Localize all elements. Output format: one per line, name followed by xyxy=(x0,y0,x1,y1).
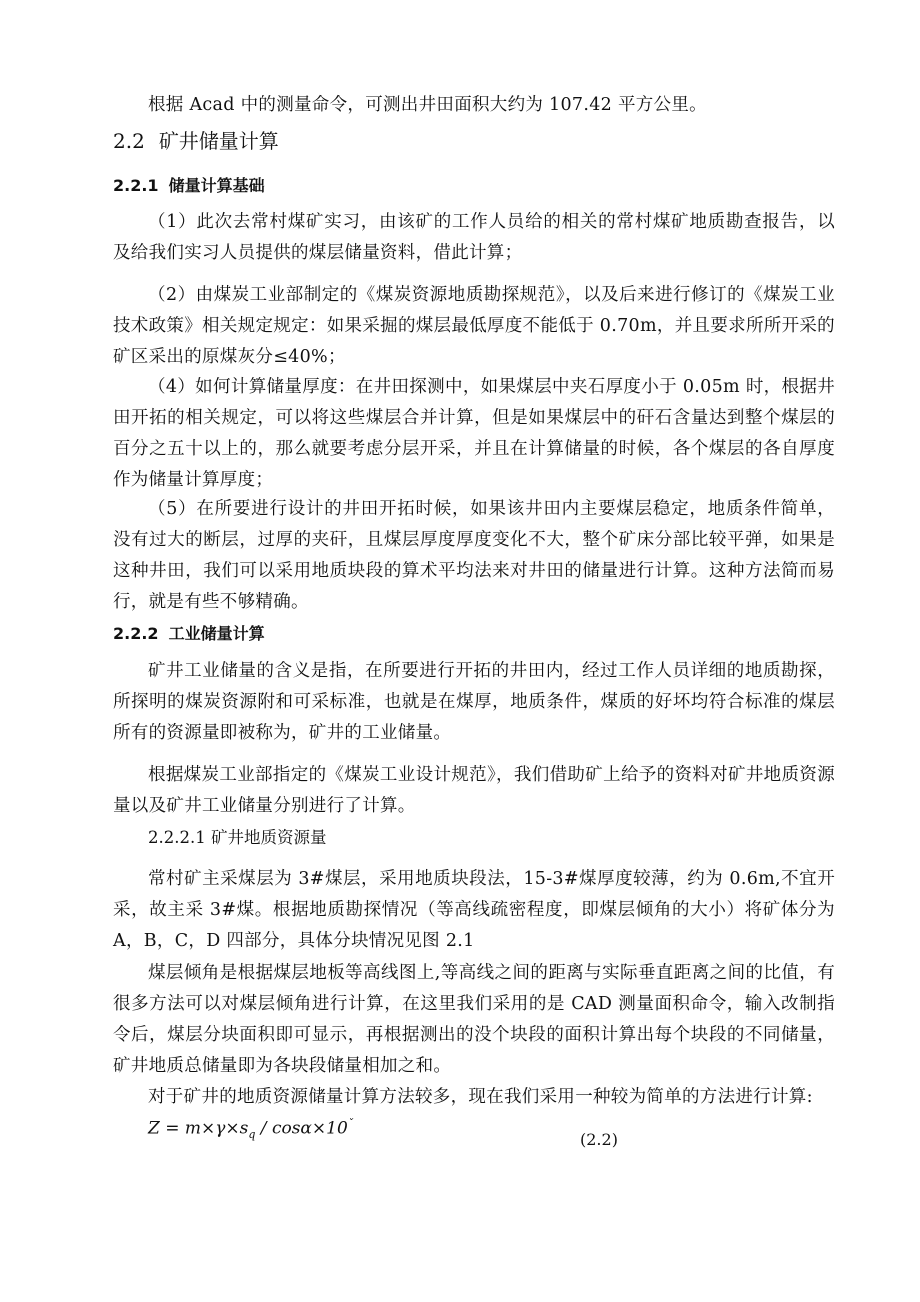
paragraph-geological-reserve-1: 常村矿主采煤层为 3#煤层，采用地质块段法，15-3#煤厚度较薄，约为 0.6m,不宜开采，故主采 3#煤。根据地质勘探情况（等高线疏密程度，即煤层倾角的大小）将矿体分为 A，B，C，D 四部分，具体分块情况见图 2.1 xyxy=(113,869,835,951)
subsection-title: 工业储量计算 xyxy=(168,624,265,643)
paragraph-geological-reserve-3: 对于矿井的地质资源储量计算方法较多，现在我们采用一种较为简单的方法进行计算: xyxy=(148,1087,813,1107)
paragraph-item-5: （5）在所要进行设计的井田开拓时候，如果该井田内主要煤层稳定，地质条件简单，没有过大的断层，过厚的夹矸，且煤层厚度厚度变化不大，整个矿床分部比较平弹，如果是这种井田，我们可以采用地质块段的算术平均法来对井田的储量进行计算。这种方法简而易行，就是有些不够精确。 xyxy=(113,499,835,612)
paragraph-industrial-reserve-basis: 根据煤炭工业部指定的《煤炭工业设计规范》，我们借助矿上给予的资料对矿井地质资源量以及矿井工业储量分别进行了计算。 xyxy=(113,765,835,816)
subsection-number: 2.2.1 xyxy=(113,176,159,195)
paragraph-item-2: （2）由煤炭工业部制定的《煤炭资源地质勘探规范》，以及后来进行修订的《煤炭工业技术政策》相关规定规定：如果采掘的煤层最低厚度不能低于 0.70m，并且要求所所开采的矿区采出的原煤灰分≤40%； xyxy=(113,285,835,367)
formula-expression: Z = m×γ×s xyxy=(148,1118,249,1139)
formula-subscript: q xyxy=(248,1128,256,1142)
subsection-number: 2.2.2 xyxy=(113,624,159,643)
subsection-heading-2-2-2 xyxy=(113,620,265,648)
paragraph-geological-reserve-2: 煤层倾角是根据煤层地板等高线图上,等高线之间的距离与实际垂直距离之间的比值，有很多方法可以对煤层倾角进行计算，在这里我们采用的是 CAD 测量面积命令，输入改制指令后，煤层分块面积即可显示，再根据测出的没个块段的面积计算出每个块段的不同储量，矿井地质总储量即为各块段储量相加之和。 xyxy=(113,963,835,1076)
paragraph-item-1: （1）此次去常村煤矿实习，由该矿的工作人员给的相关的常村煤矿地质勘查报告，以及给我们实习人员提供的煤层储量资料，借此计算； xyxy=(113,212,835,263)
paragraph-item-4: （4）如何计算储量厚度：在井田探测中，如果煤层中夹石厚度小于 0.05m 时，根据井田开拓的相关规定，可以将这些煤层合并计算，但是如果煤层中的矸石含量达到整个煤层的百分之五十以上的，那么就要考虑分层开采，并且在计算储量的时候，各个煤层的各自厚度作为储量计算厚度； xyxy=(113,377,835,490)
section-number: 2.2 xyxy=(113,129,145,153)
subsubsection-heading-2-2-2-1: 2.2.2.1 矿井地质资源量 xyxy=(148,828,327,847)
subsection-heading-2-2-1 xyxy=(113,172,265,200)
formula-rest: / cosα×10 xyxy=(255,1118,348,1139)
formula-2-2 xyxy=(148,1111,353,1148)
section-title: 矿井储量计算 xyxy=(158,129,279,153)
equation-number: (2.2) xyxy=(580,1130,618,1149)
section-heading-2-2 xyxy=(113,126,279,156)
formula-exponent: ˇ xyxy=(347,1117,354,1130)
paragraph-industrial-reserve-definition: 矿井工业储量的含义是指，在所要进行开拓的井田内，经过工作人员详细的地质勘探，所探明的煤炭资源附和可采标准，也就是在煤厚，地质条件，煤质的好坏均符合标准的煤层所有的资源量即被称为，矿井的工业储量。 xyxy=(113,661,835,743)
subsection-title: 储量计算基础 xyxy=(168,176,265,195)
paragraph-area: 根据 Acad 中的测量命令，可测出井田面积大约为 107.42 平方公里。 xyxy=(148,95,707,115)
